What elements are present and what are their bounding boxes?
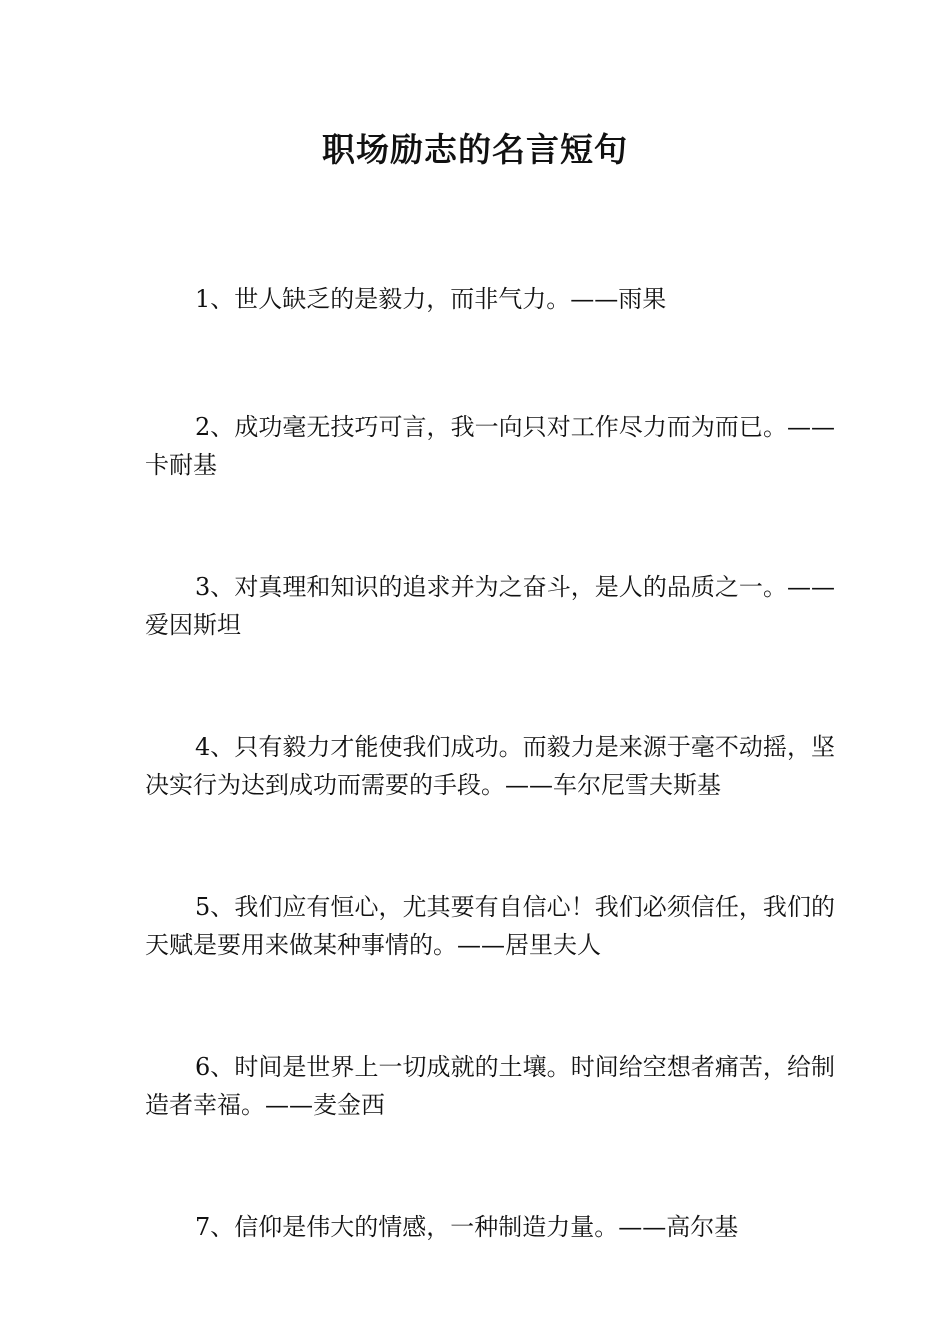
quote-item: 7、信仰是伟大的情感，一种制造力量。——高尔基 [195,1213,739,1241]
quote-list [145,280,835,1336]
quote-item: 4、只有毅力才能使我们成功。而毅力是来源于毫不动摇，坚决实行为达到成功而需要的手段。——车尔尼雪夫斯基 [145,733,835,799]
quote-item: 2、成功毫无技巧可言，我一向只对工作尽力而为而已。——卡耐基 [145,413,835,479]
quote-item: 3、对真理和知识的追求并为之奋斗，是人的品质之一。——爱因斯坦 [145,573,835,639]
quote-item: 5、我们应有恒心，尤其要有自信心！我们必须信任，我们的天赋是要用来做某种事情的。——居里夫人 [145,893,835,959]
quote-item: 6、时间是世界上一切成就的土壤。时间给空想者痛苦，给制造者幸福。——麦金西 [145,1053,835,1119]
quote-item: 1、世人缺乏的是毅力，而非气力。——雨果 [195,285,667,313]
document-title: 职场励志的名言短句 [322,130,628,169]
